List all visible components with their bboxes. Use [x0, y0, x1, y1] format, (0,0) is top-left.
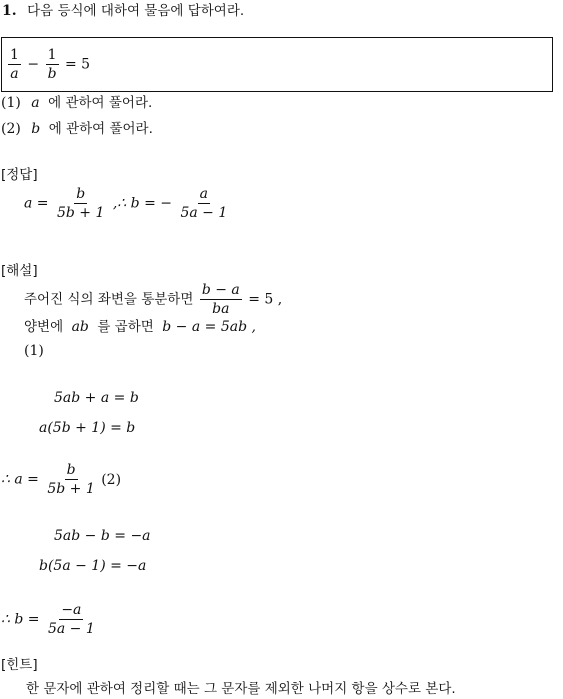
- problem-number: 1.: [2, 3, 17, 19]
- fraction-1-over-b: $\frac{1}{b}$: [47, 47, 57, 82]
- minus-sign: −: [27, 56, 40, 73]
- explanation-line-1: 주어진 식의 좌변을 통분하면 $\frac{b - a}{ba}$ = 5 ,: [24, 282, 283, 317]
- equation-step-1: 5ab + a = b: [54, 390, 139, 406]
- given-equation: [6, 47, 90, 82]
- problem-header: [2, 2, 244, 20]
- part-2-label: (2): [101, 471, 122, 488]
- hint-heading: [힌트]: [1, 657, 38, 673]
- equation-step-2: a(5b + 1) = b: [39, 420, 136, 436]
- result-a: ∴ a = $\frac{b}{5b + 1}$ (2): [1, 462, 122, 497]
- result-a-fraction: $\frac{b}{5b + 1}$: [47, 462, 95, 497]
- explanation-heading: [해설]: [1, 263, 38, 279]
- hint-text: 한 문자에 관하여 정리할 때는 그 문자를 제외한 나머지 항을 상수로 본다.: [26, 681, 456, 697]
- explanation-line-2: 양변에 ab 를 곱하면 b − a = 5ab ,: [24, 319, 256, 335]
- answer-fraction-a: $\frac{b}{5b + 1}$: [56, 186, 105, 221]
- sub-question-2: (2) b 에 관하여 풀어라.: [1, 121, 153, 137]
- fraction-1-over-a: $\frac{1}{a}$: [10, 47, 19, 82]
- answer-line: a = $\frac{b}{5b + 1}$ ,∴ b = − $\frac{a}{5a - 1}$: [24, 186, 228, 221]
- problem-prompt: 다음 등식에 대하여 물음에 답하여라.: [27, 3, 245, 19]
- part-1-label: (1): [24, 343, 44, 359]
- equation-rhs: = 5: [64, 56, 91, 73]
- result-b: ∴ b = $\frac{-a}{5a - 1}$: [1, 602, 95, 637]
- result-b-fraction: $\frac{-a}{5a - 1}$: [47, 602, 95, 637]
- common-denominator-fraction: $\frac{b - a}{ba}$: [201, 282, 240, 317]
- equation-step-3: 5ab − b = −a: [54, 528, 151, 544]
- answer-heading: [정답]: [1, 167, 38, 183]
- sub-question-1: (1) a 에 관하여 풀어라.: [1, 95, 153, 111]
- equation-step-4: b(5a − 1) = −a: [39, 558, 147, 574]
- answer-fraction-b: $\frac{a}{5a - 1}$: [180, 186, 228, 221]
